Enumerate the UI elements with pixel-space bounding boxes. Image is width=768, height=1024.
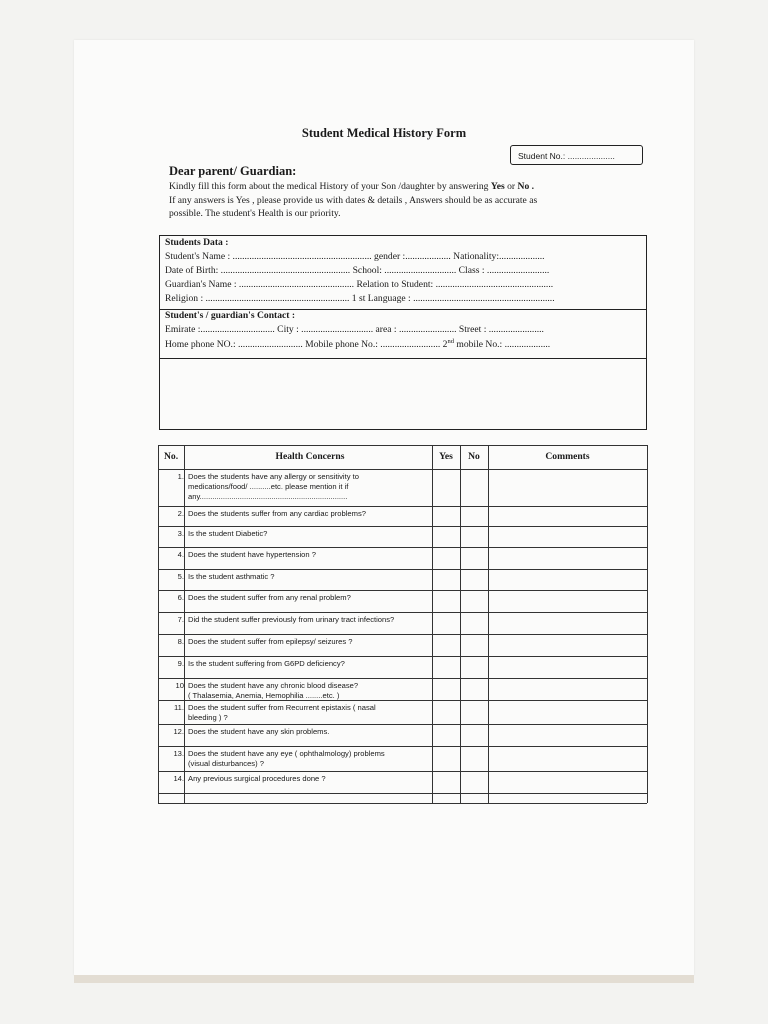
question-line: Did the student suffer previously from urinary tract infections? <box>188 615 395 624</box>
no-checkbox-cell[interactable] <box>460 771 488 793</box>
no-checkbox-cell[interactable] <box>460 469 488 506</box>
health-concern-question <box>188 637 428 647</box>
form-title: Student Medical History Form <box>301 126 467 140</box>
column-divider <box>184 445 185 803</box>
no-checkbox-cell[interactable] <box>460 612 488 634</box>
question-line: Does the students have any allergy or sensitivity to <box>188 472 359 481</box>
emirate-line[interactable]: Emirate :............................... City : .............................. area : ........................ Street : ....................... <box>165 324 544 335</box>
no-checkbox-cell[interactable] <box>460 526 488 547</box>
no-checkbox-cell[interactable] <box>460 724 488 746</box>
header-comments: Comments <box>545 451 590 462</box>
row-divider <box>158 793 647 794</box>
table-border <box>158 445 647 446</box>
form-paper <box>74 40 694 975</box>
intro-or: or <box>504 181 518 192</box>
comments-cell[interactable] <box>488 547 647 569</box>
comments-cell[interactable] <box>488 506 647 526</box>
health-concern-question <box>188 593 428 603</box>
intro-no: No . <box>517 181 535 192</box>
yes-checkbox-cell[interactable] <box>432 547 460 569</box>
row-number: 1. <box>177 472 184 481</box>
row-number: 7. <box>177 615 184 624</box>
comments-cell[interactable] <box>488 634 647 656</box>
intro-text <box>169 180 629 221</box>
yes-checkbox-cell[interactable] <box>432 724 460 746</box>
health-concern-question <box>188 681 428 701</box>
table-border <box>158 803 647 804</box>
no-checkbox-cell[interactable] <box>460 590 488 612</box>
row-number: 11. <box>174 703 184 712</box>
yes-checkbox-cell[interactable] <box>432 469 460 506</box>
health-concern-question <box>188 472 428 502</box>
header-yes: Yes <box>439 451 453 462</box>
students-data-box <box>159 235 647 430</box>
row-number: 2. <box>177 509 184 518</box>
comments-cell[interactable] <box>488 724 647 746</box>
yes-checkbox-cell[interactable] <box>432 506 460 526</box>
question-line: Does the student have any eye ( ophthalmology) problems <box>188 749 385 758</box>
no-checkbox-cell[interactable] <box>460 569 488 590</box>
row-number: 10 <box>175 681 184 690</box>
health-concern-question <box>188 572 428 582</box>
no-checkbox-cell[interactable] <box>460 678 488 700</box>
comments-cell[interactable] <box>488 612 647 634</box>
phone-line-sup: nd <box>447 338 454 345</box>
question-line: Is the student Diabetic? <box>188 529 268 538</box>
phone-line-b: mobile No.: ................... <box>453 339 551 351</box>
intro-line-2: If any answers is Yes , please provide us with dates & details , Answers should be as accurate as <box>169 194 538 206</box>
comments-cell[interactable] <box>488 700 647 724</box>
yes-checkbox-cell[interactable] <box>432 771 460 793</box>
header-no-column: No <box>468 451 480 462</box>
health-concern-question <box>188 550 428 560</box>
comments-cell[interactable] <box>488 590 647 612</box>
comments-cell[interactable] <box>488 526 647 547</box>
question-line: Is the student asthmatic ? <box>188 572 275 581</box>
comments-cell[interactable] <box>488 569 647 590</box>
row-number: 8. <box>177 637 184 646</box>
no-checkbox-cell[interactable] <box>460 746 488 771</box>
paper-bottom-edge <box>74 975 694 983</box>
row-number: 3. <box>177 529 184 538</box>
health-concern-question <box>188 727 428 737</box>
row-number: 9. <box>177 659 184 668</box>
yes-checkbox-cell[interactable] <box>432 590 460 612</box>
question-line: medications/food/ ..........etc. please mention it if <box>188 482 349 491</box>
yes-checkbox-cell[interactable] <box>432 569 460 590</box>
yes-checkbox-cell[interactable] <box>432 612 460 634</box>
question-line: Does the student have any chronic blood disease? <box>188 681 359 690</box>
yes-checkbox-cell[interactable] <box>432 634 460 656</box>
comments-cell[interactable] <box>488 746 647 771</box>
row-number: 5. <box>177 572 184 581</box>
yes-checkbox-cell[interactable] <box>432 678 460 700</box>
date-of-birth-line[interactable]: Date of Birth: ...................................................... School: .............................. Class : .......................... <box>165 265 550 276</box>
comments-cell[interactable] <box>488 771 647 793</box>
comments-cell[interactable] <box>488 678 647 700</box>
intro-yes: Yes <box>490 181 505 192</box>
student-name-line[interactable]: Student's Name : .......................................................... gender :................... Nationality:................... <box>165 251 545 262</box>
student-no-box[interactable]: Student No.: .................... <box>510 145 643 165</box>
question-line: any...................................................................... <box>188 492 348 501</box>
no-checkbox-cell[interactable] <box>460 700 488 724</box>
students-data-heading: Students Data : <box>165 237 229 248</box>
row-number: 14. <box>173 774 184 783</box>
yes-checkbox-cell[interactable] <box>432 526 460 547</box>
yes-checkbox-cell[interactable] <box>432 746 460 771</box>
question-line: Does the student suffer from epilepsy/ seizures ? <box>188 637 353 646</box>
health-concern-question <box>188 703 428 723</box>
health-concern-question <box>188 509 428 519</box>
header-health-concerns: Health Concerns <box>275 451 345 462</box>
question-line: Does the student have any skin problems. <box>188 727 330 736</box>
question-line: ( Thalasemia, Anemia, Hemophilia ........etc. ) <box>188 691 340 700</box>
row-number: 13. <box>173 749 184 758</box>
column-divider <box>647 445 648 803</box>
health-concern-question <box>188 529 428 539</box>
health-concern-question <box>188 659 428 669</box>
row-number: 12. <box>173 727 184 736</box>
question-line: Does the student suffer from Recurrent epistaxis ( nasal <box>188 703 376 712</box>
phone-line[interactable] <box>165 338 641 350</box>
yes-checkbox-cell[interactable] <box>432 656 460 678</box>
religion-line[interactable]: Religion : ............................................................ 1 st Language : ........................................................... <box>165 293 555 304</box>
question-line: Any previous surgical procedures done ? <box>188 774 326 783</box>
question-line: Does the student have hypertension ? <box>188 550 316 559</box>
health-concern-question <box>188 774 428 784</box>
no-checkbox-cell[interactable] <box>460 547 488 569</box>
intro-line-1: Kindly fill this form about the medical History of your Son /daughter by answering <box>169 181 491 192</box>
health-concern-question <box>188 749 428 769</box>
intro-line-3: possible. The student's Health is our priority. <box>169 208 341 219</box>
notes-divider <box>160 358 646 359</box>
header-no: No. <box>164 451 179 462</box>
question-line: bleeding ) ? <box>188 713 228 722</box>
no-checkbox-cell[interactable] <box>460 656 488 678</box>
question-line: Is the student suffering from G6PD deficiency? <box>188 659 345 668</box>
question-line: Does the students suffer from any cardiac problems? <box>188 509 366 518</box>
comments-cell[interactable] <box>488 656 647 678</box>
contact-heading: Student's / guardian's Contact : <box>165 310 296 321</box>
greeting: Dear parent/ Guardian: <box>169 164 297 178</box>
question-line: Does the student suffer from any renal problem? <box>188 593 351 602</box>
question-line: (visual disturbances) ? <box>188 759 264 768</box>
yes-checkbox-cell[interactable] <box>432 700 460 724</box>
guardian-name-line[interactable]: Guardian's Name : ................................................ Relation to Student: ................................................. <box>165 279 554 290</box>
comments-cell[interactable] <box>488 469 647 506</box>
no-checkbox-cell[interactable] <box>460 506 488 526</box>
health-concerns-table <box>158 445 647 803</box>
row-number: 6. <box>177 593 184 602</box>
phone-line-a: Home phone NO.: ........................... Mobile phone No.: ......................... 2 <box>165 339 448 351</box>
no-checkbox-cell[interactable] <box>460 634 488 656</box>
health-concern-question <box>188 615 428 625</box>
row-number: 4. <box>177 550 184 559</box>
